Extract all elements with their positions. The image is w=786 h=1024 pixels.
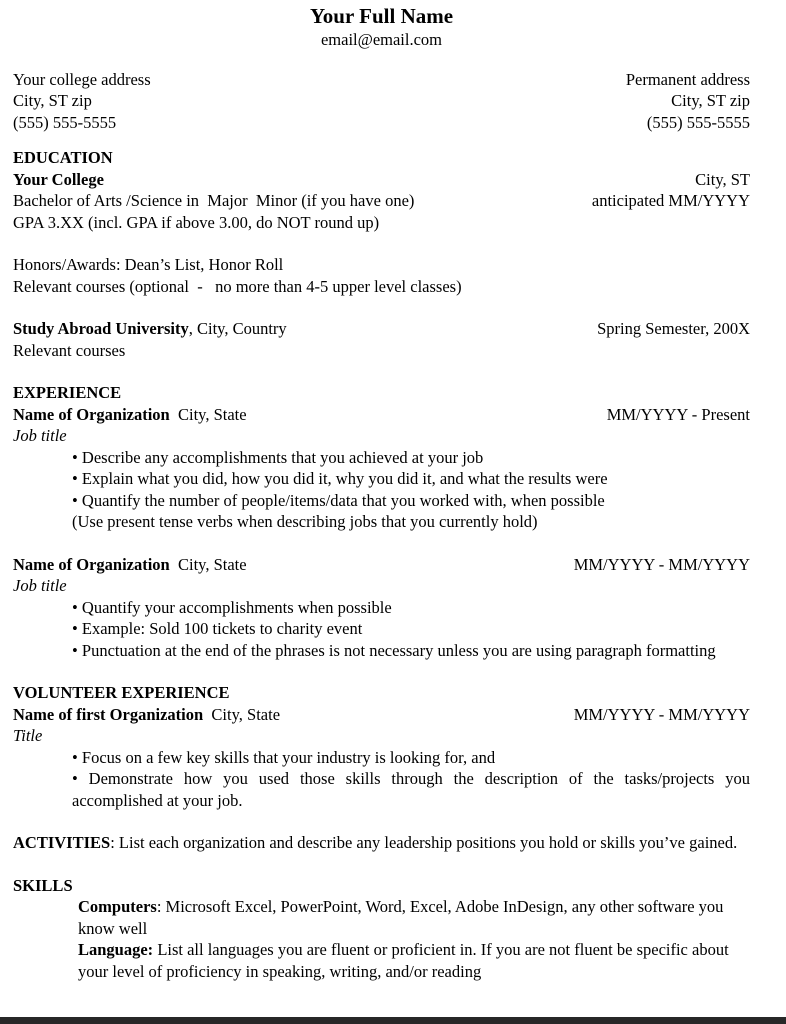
education-section	[13, 147, 750, 361]
bullet-list	[72, 447, 750, 533]
experience-entry	[13, 404, 750, 533]
organization-line	[13, 704, 280, 726]
resume-header	[13, 3, 750, 51]
bullet-item	[72, 468, 750, 490]
study-abroad-title	[13, 318, 287, 340]
activities-text: : List each organization and describe any leadership positions you hold or skills you’ve gained.	[110, 833, 738, 852]
job-title: Job title	[13, 576, 67, 595]
bullet-text: Demonstrate how you used those skills through the description of the tasks/projects you accomplished at your job.	[72, 769, 755, 810]
bullet-text: Example: Sold 100 tickets to charity event	[81, 619, 363, 638]
bullet-icon: •	[72, 640, 82, 660]
skill-text: : Microsoft Excel, PowerPoint, Word, Excel, Adobe InDesign, any other software you know well	[78, 897, 728, 938]
experience-heading: EXPERIENCE	[13, 383, 122, 402]
skills-item-computers	[78, 896, 750, 939]
volunteer-title: Title	[13, 726, 43, 745]
experience-entry-header	[13, 554, 750, 576]
permanent-address-block	[626, 69, 750, 134]
bullet-item	[72, 768, 755, 811]
organization-line	[13, 554, 247, 576]
bullet-text: Describe any accomplishments that you achieved at your job	[81, 447, 484, 467]
bullet-icon: •	[72, 490, 82, 510]
organization-name: Name of Organization	[13, 554, 170, 574]
full-name-heading: Your Full Name	[309, 4, 454, 28]
bullet-icon: •	[72, 447, 82, 467]
experience-entry-header	[13, 404, 750, 426]
relevant-courses-text: Relevant courses (optional - no more than 4-5 upper level classes)	[13, 276, 462, 296]
bullet-text: Focus on a few key skills that your industry is looking for, and	[81, 747, 496, 767]
study-abroad-name: Study Abroad University	[13, 319, 189, 338]
email-text: email@email.com	[320, 30, 443, 49]
present-tense-note: (Use present tense verbs when describing jobs that you currently hold)	[72, 512, 538, 531]
degree-text: Bachelor of Arts /Science in Major Minor (if you have one)	[13, 191, 415, 210]
college-address-block	[13, 69, 151, 134]
bullet-text: Explain what you did, how you did it, why you did it, and what the results were	[81, 469, 608, 488]
bullet-icon: •	[72, 769, 89, 788]
volunteer-section	[13, 682, 755, 811]
study-abroad-location: , City, Country	[188, 319, 287, 338]
employment-dates: MM/YYYY - MM/YYYY	[573, 554, 750, 574]
bullet-item	[72, 447, 750, 469]
organization-location: City, State	[203, 704, 281, 724]
bullet-item	[72, 618, 750, 640]
bullet-text: Punctuation at the end of the phrases is not necessary unless you are using paragraph formatting	[81, 640, 716, 660]
bullet-icon: •	[72, 597, 82, 617]
skills-item-language	[78, 939, 750, 982]
skill-label: Computers	[78, 897, 157, 916]
college-name: Your College	[13, 169, 104, 189]
bullet-icon: •	[72, 469, 82, 488]
bullet-item	[72, 490, 750, 512]
organization-name: Name of Organization	[13, 404, 170, 424]
study-abroad-courses: Relevant courses	[13, 340, 126, 360]
activities-paragraph	[13, 832, 750, 854]
study-abroad-date: Spring Semester, 200X	[597, 319, 750, 338]
education-degree-row	[13, 190, 750, 212]
bullet-item	[72, 747, 750, 769]
organization-location: City, State	[169, 404, 247, 424]
graduation-date: anticipated MM/YYYY	[591, 191, 750, 210]
college-address-line: Your college address	[13, 69, 151, 89]
volunteer-heading: VOLUNTEER EXPERIENCE	[13, 683, 230, 702]
organization-location: City, State	[169, 554, 247, 574]
education-heading: EDUCATION	[13, 148, 113, 167]
college-phone: (555) 555-5555	[13, 112, 117, 132]
study-abroad-row	[13, 318, 750, 340]
organization-line	[13, 404, 247, 426]
bottom-bar	[0, 1017, 786, 1024]
bullet-item	[72, 597, 750, 619]
bullet-text: Quantify your accomplishments when possible	[81, 597, 392, 617]
bullet-item	[72, 640, 750, 662]
organization-name: Name of first Organization	[13, 704, 204, 724]
skills-heading: SKILLS	[13, 875, 73, 895]
gpa-text: GPA 3.XX (incl. GPA if above 3.00, do NOT round up)	[13, 212, 380, 232]
permanent-address-line: Permanent address	[625, 69, 750, 89]
college-address-line: City, ST zip	[13, 91, 92, 110]
permanent-address-line: City, ST zip	[671, 91, 750, 110]
skill-text: List all languages you are fluent or proficient in. If you are not fluent be specific about your level of proficiency in speaking, writing, and/or reading	[78, 940, 733, 981]
experience-section	[13, 382, 750, 661]
bullet-icon: •	[72, 747, 82, 767]
contact-block	[13, 69, 750, 134]
college-location: City, ST	[695, 169, 750, 189]
education-college-row	[13, 169, 750, 191]
bullet-list	[72, 747, 755, 812]
employment-dates: MM/YYYY - Present	[606, 404, 750, 424]
skill-label: Language:	[78, 940, 154, 959]
skills-section	[13, 875, 750, 983]
job-title: Job title	[13, 426, 67, 445]
bullet-list	[72, 597, 750, 662]
honors-text: Honors/Awards: Dean’s List, Honor Roll	[13, 255, 284, 274]
activities-section	[13, 832, 750, 854]
bullet-icon: •	[72, 619, 82, 638]
experience-entry	[13, 554, 750, 662]
volunteer-dates: MM/YYYY - MM/YYYY	[573, 704, 750, 724]
bullet-text: Quantify the number of people/items/data that you worked with, when possible	[81, 490, 605, 510]
volunteer-entry-header	[13, 704, 750, 726]
activities-heading: ACTIVITIES	[13, 833, 111, 852]
permanent-phone: (555) 555-5555	[646, 112, 750, 132]
